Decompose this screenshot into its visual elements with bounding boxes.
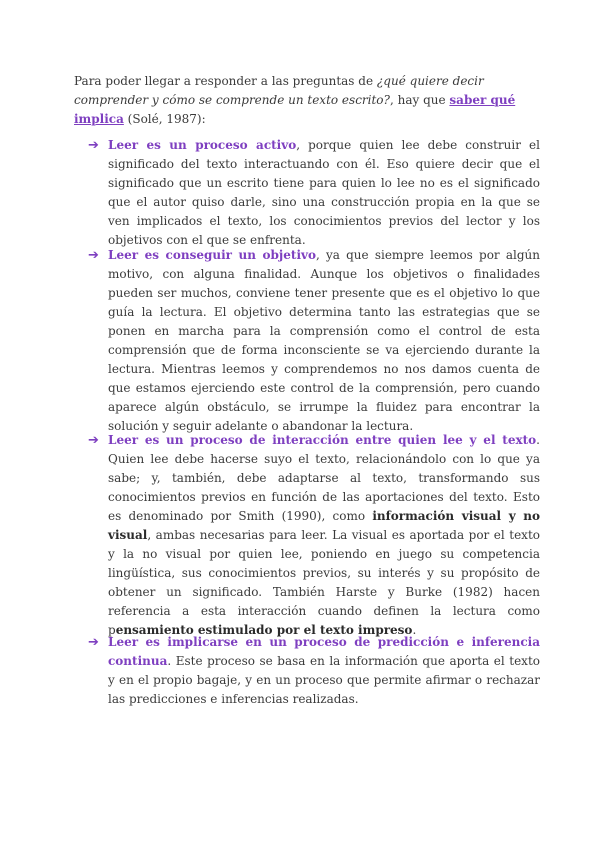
intro-text-middle: , hay que xyxy=(389,93,450,107)
intro-question: ¿qué quiere decir comprender y cómo se comprende un texto escrito? xyxy=(74,74,484,107)
list-item-prediccion-inferencia xyxy=(88,633,540,709)
list-item-proceso-activo xyxy=(88,136,540,250)
item-bold-pensamiento-estimulado: ensamiento estimulado por el texto impreso xyxy=(115,623,413,637)
arrow-right-icon: ➔ xyxy=(88,635,99,650)
intro-text-before: Para poder llegar a responder a las preguntas de xyxy=(74,74,377,88)
item-body: , porque quien lee debe construir el significado del texto interactuando con él. Eso quiere decir que el significado que un escrito tiene para quien lo lee no es el significado que el autor quiso darle, sino una construcción propia en la que se ven implicados el texto, los conocimientos previos del lector y los objetivos con el que se enfrenta. xyxy=(108,138,540,247)
list-item-text xyxy=(108,633,540,709)
arrow-right-icon: ➔ xyxy=(88,433,99,448)
saber-que-implica-link[interactable]: saber qué implica xyxy=(74,93,516,126)
list-item-interaccion xyxy=(88,431,540,640)
item-highlight: Leer es implicarse en un proceso de predicción e inferencia continua xyxy=(108,635,540,668)
item-body: . Este proceso se basa en la información que aporta el texto y en el propio bagaje, y en un proceso que permite afirmar o rechazar las predicciones e inferencias realizadas. xyxy=(108,654,540,706)
list-item-text xyxy=(108,136,540,250)
item-highlight: Leer es conseguir un objetivo xyxy=(108,248,316,262)
item-highlight: Leer es un proceso activo xyxy=(108,138,297,152)
intro-citation: (Solé, 1987): xyxy=(123,112,206,126)
item-body-c: . xyxy=(412,623,417,637)
intro-paragraph xyxy=(74,72,534,129)
item-body-a: . Quien lee debe hacerse suyo el texto, relacionándolo con lo que ya sabe; y, también, debe adaptarse al texto, transformando sus conocimientos previos en función de las aportaciones del texto. Esto es denominado por Smith (1990), como xyxy=(108,433,540,523)
item-body-b: , ambas necesarias para leer. La visual es aportada por el texto y la no visual por quien lee, poniendo en juego su competencia lingüística, sus conocimientos previos, su interés y su propósito de obtener un significado. También Harste y Burke (1982) hacen referencia a esta interacción cuando definen la lectura como p xyxy=(108,528,540,637)
arrow-right-icon: ➔ xyxy=(88,248,99,263)
list-item-conseguir-objetivo xyxy=(88,246,540,436)
arrow-right-icon: ➔ xyxy=(88,138,99,153)
list-item-text xyxy=(108,246,540,436)
item-body: , ya que siempre leemos por algún motivo, con alguna finalidad. Aunque los objetivos o finalidades pueden ser muchos, conviene tener presente que es el objetivo lo que guía la lectura. El objetivo determina tanto las estrategias que se ponen en marcha para la comprensión como el control de esta comprensión que de forma inconsciente se va ejerciendo durante la lectura. Mientras leemos y comprendemos no nos damos cuenta de que estamos ejerciendo este control de la comprensión, pero cuando aparece algún obstáculo, se irrumpe la fluidez para encontrar la solución y seguir adelante o abandonar la lectura. xyxy=(108,248,540,433)
list-item-text xyxy=(108,431,540,640)
item-bold-informacion-visual: información visual y no visual xyxy=(108,509,540,542)
item-highlight: Leer es un proceso de interacción entre quien lee y el texto xyxy=(108,433,537,447)
